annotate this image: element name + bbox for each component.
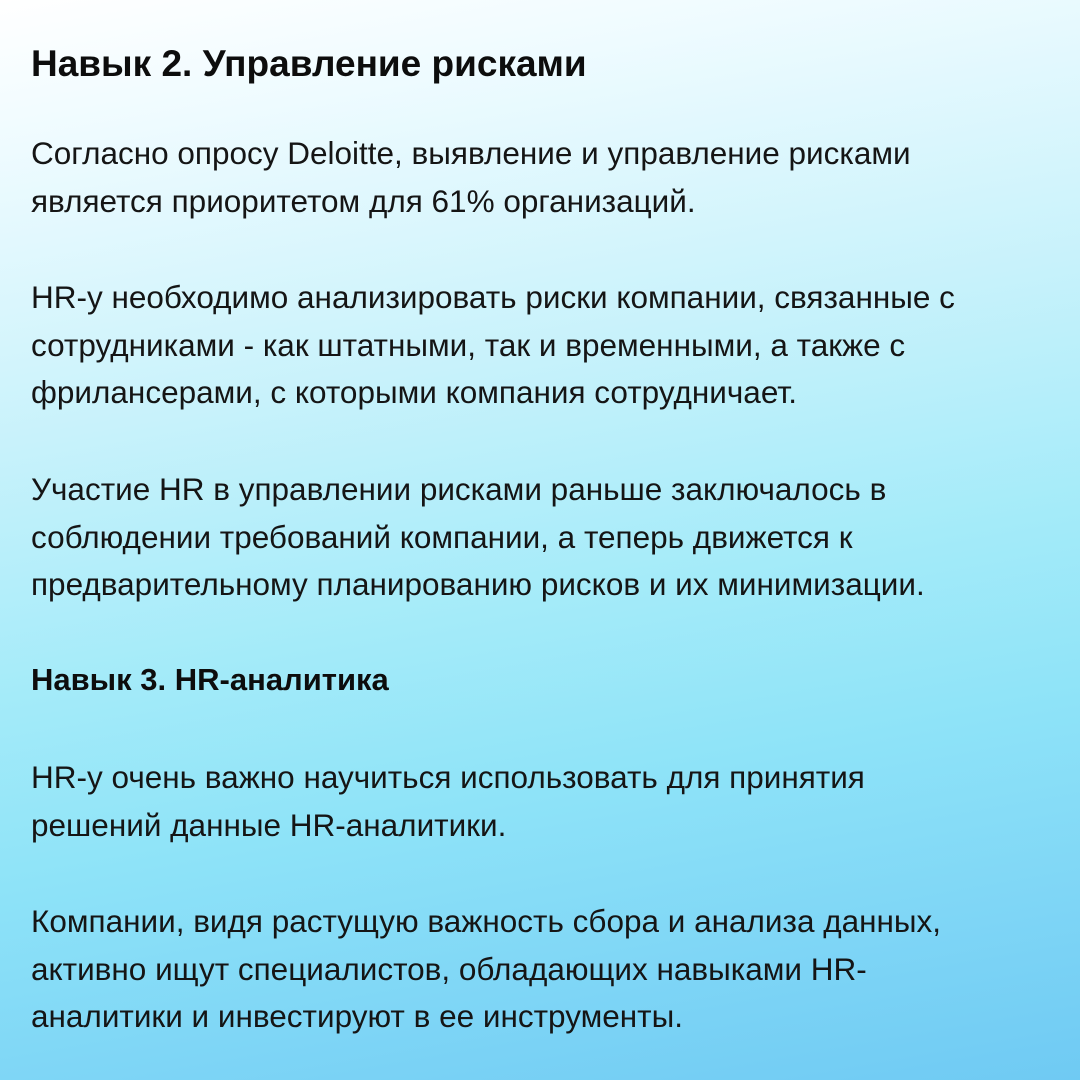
skill-2-heading: Навык 2. Управление рисками	[31, 43, 587, 84]
text-line: является приоритетом для 61% организаций.	[31, 182, 696, 219]
paragraph-companies-invest	[31, 898, 1071, 1041]
text-line: аналитики и инвестируют в ее инструменты.	[31, 998, 683, 1034]
text-line: решений данные HR-аналитики.	[31, 806, 507, 843]
text-line: Участие HR в управлении рисками раньше заключалось в	[31, 471, 887, 507]
text-line: соблюдении требований компании, а теперь движется к	[31, 518, 853, 555]
text-line: HR-у необходимо анализировать риски компании, связанные с	[31, 279, 955, 315]
text-line: сотрудниками - как штатными, так и временными, а также с	[31, 326, 906, 363]
paragraph-hr-risk-participation	[31, 466, 1071, 609]
paragraph-hr-risk-analysis	[31, 274, 1071, 417]
skill-3-heading: Навык 3. HR-аналитика	[31, 662, 389, 697]
text-line: активно ищут специалистов, обладающих навыками HR-	[31, 950, 867, 987]
paragraph-hr-analytics-decisions	[31, 754, 1071, 849]
text-line: HR-у очень важно научиться использовать для принятия	[31, 759, 865, 795]
text-line: Компании, видя растущую важность сбора и анализа данных,	[31, 903, 942, 939]
text-line: фрилансерами, с которыми компания сотрудничает.	[31, 374, 797, 410]
text-line: Согласно опросу Deloitte, выявление и управление рисками	[31, 135, 911, 171]
text-line: предварительному планированию рисков и их минимизации.	[31, 566, 925, 602]
paragraph-deloitte-survey	[31, 130, 1071, 225]
